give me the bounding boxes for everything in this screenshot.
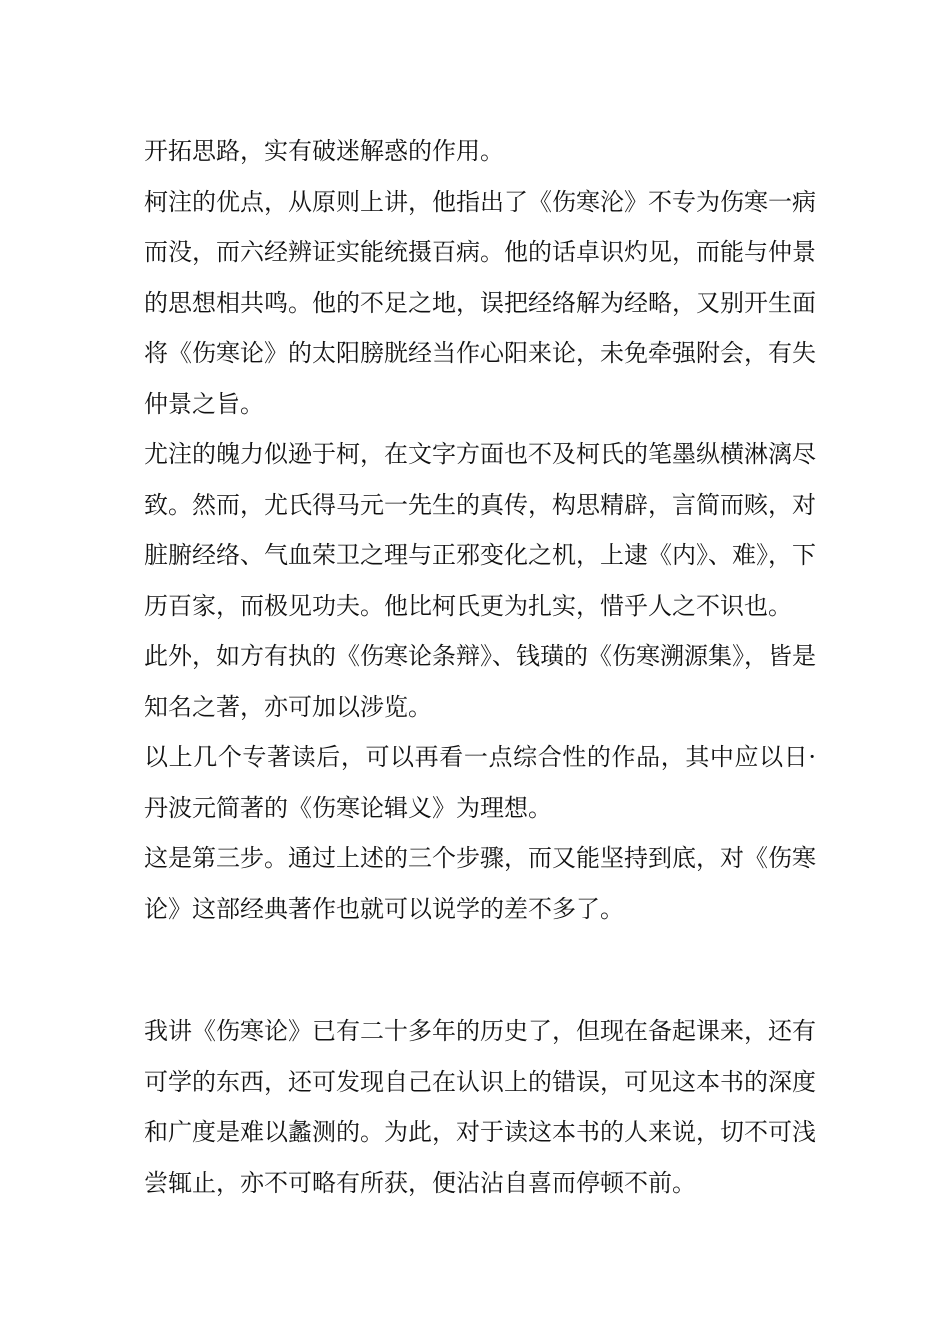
paragraph-comprehensive-works: 以上几个专著读后，可以再看一点综合性的作品，其中应以日·丹波元简著的《伤寒论辑义》为理想。 — [144, 743, 816, 822]
paragraph-intro-continuation: 开拓思路，实有破迷解惑的作用。 — [144, 137, 504, 165]
paragraph-third-step: 这是第三步。通过上述的三个步骤，而又能坚持到底，对《伤寒论》这部经典著作也就可以说学的差不多了。 — [144, 844, 816, 923]
paragraph-you-commentary: 尤注的魄力似逊于柯，在文字方面也不及柯氏的笔墨纵横淋漓尽致。然而，尤氏得马元一先生的真传，构思精辟，言简而赅，对脏腑经络、气血荣卫之理与正邪变化之机，上逮《内》、难》，下历百家，而极见功夫。他比柯氏更为扎实，惜乎人之不识也。 — [144, 440, 816, 620]
paragraph-gap — [144, 934, 816, 1006]
paragraph-closing: 我讲《伤寒论》已有二十多年的历史了，但现在备起课来，还有可学的东西，还可发现自己在认识上的错误，可见这本书的深度和广度是难以蠡测的。为此，对于读这本书的人来说，切不可浅尝辄止，亦不可略有所获，便沾沾自喜而停顿不前。 — [144, 1017, 816, 1197]
paragraph-ke-commentary: 柯注的优点，从原则上讲，他指出了《伤寒沦》不专为伤寒一病而没，而六经辨证实能统摄百病。他的话卓识灼见，而能与仲景的思想相共鸣。他的不足之地，误把经络解为经略，又别开生面将《伤寒论》的太阳膀胱经当作心阳来论，未免牵强附会，有失仲景之旨。 — [144, 187, 816, 418]
document-page — [144, 126, 816, 1208]
paragraph-other-works: 此外，如方有执的《伤寒论条辩》、钱璜的《伤寒溯源集》，皆是知名之著，亦可加以涉览。 — [144, 642, 816, 721]
